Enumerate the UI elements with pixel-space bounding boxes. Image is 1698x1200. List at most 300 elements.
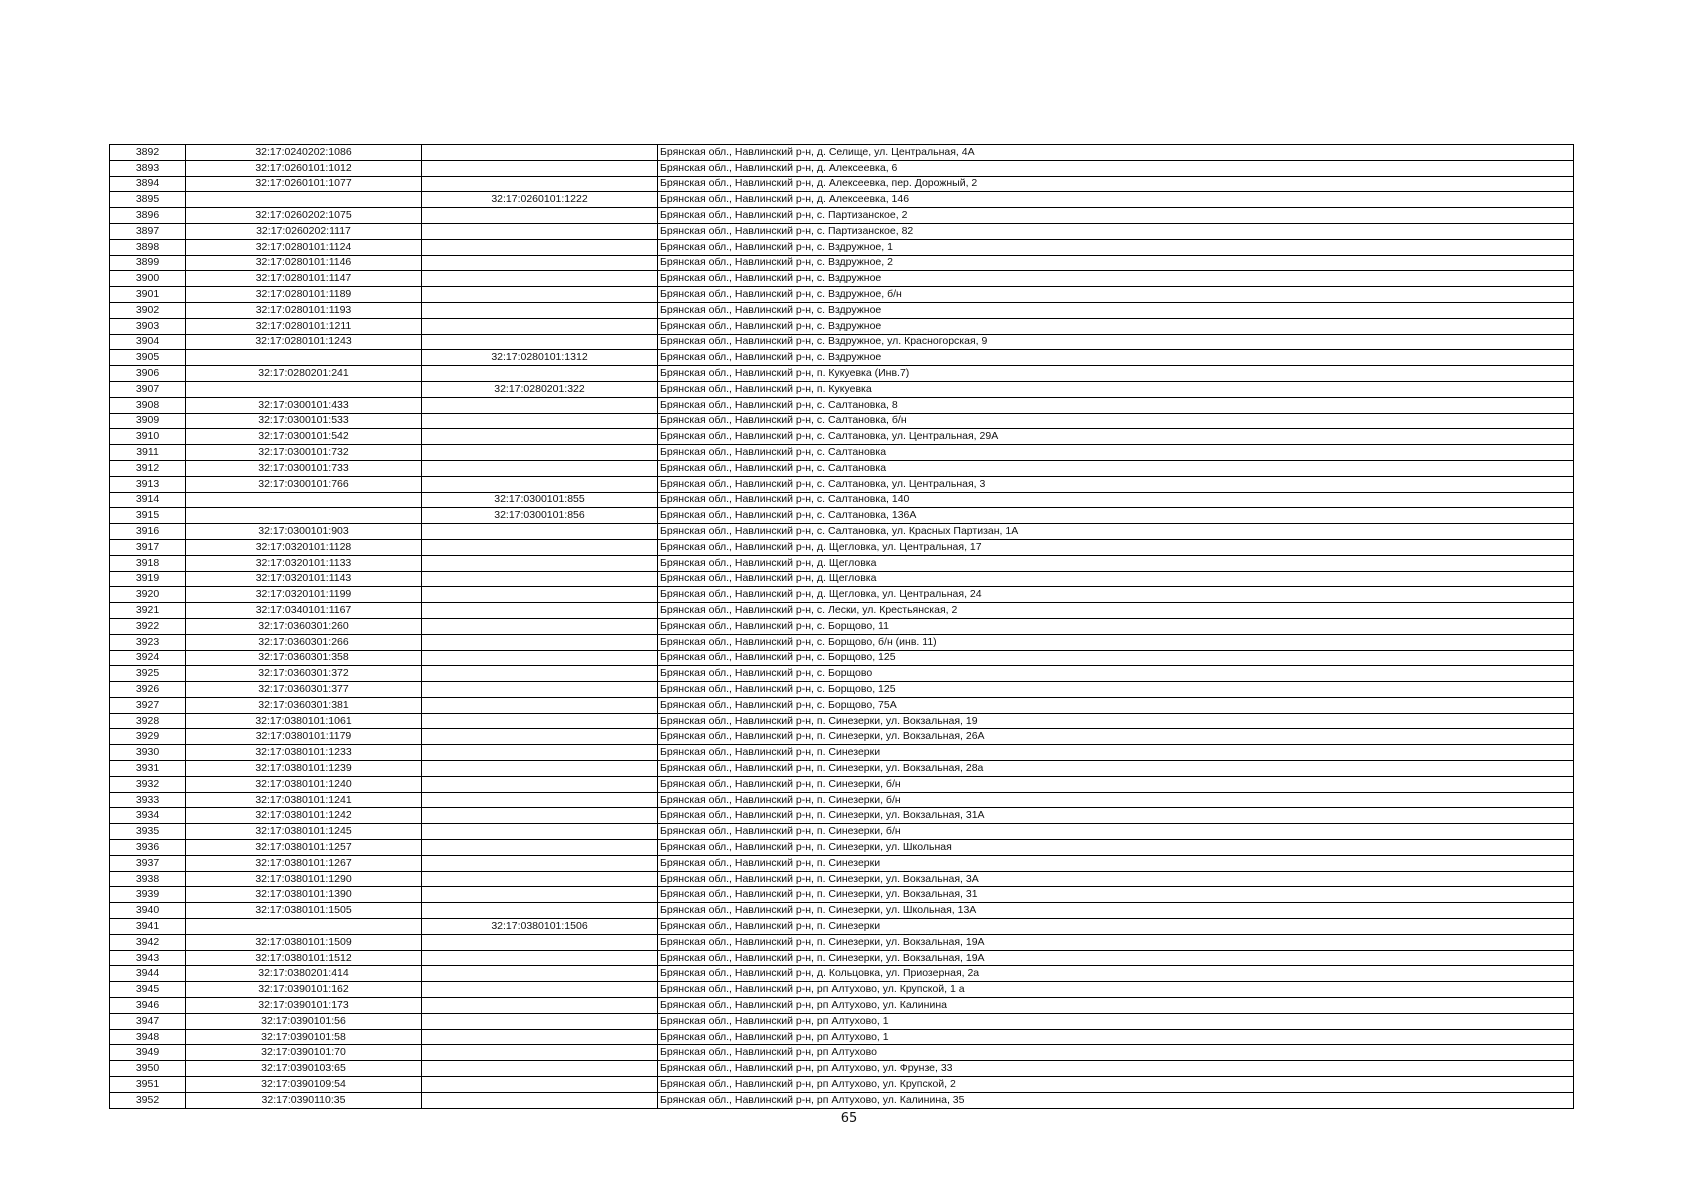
address-cell: Брянская обл., Навлинский р-н, с. Вздружное, 1 (658, 239, 1574, 255)
cadastral-number-cell: 32:17:0390110:35 (186, 1092, 422, 1108)
cadastral-number-cell: 32:17:0260101:1012 (186, 160, 422, 176)
cadastral-number-cell: 32:17:0300101:733 (186, 460, 422, 476)
cadastral-number-cell: 32:17:0320101:1133 (186, 555, 422, 571)
cadastral-number-alt-cell (422, 745, 658, 761)
cadastral-number-alt-cell (422, 160, 658, 176)
table-row (110, 713, 1574, 729)
cadastral-number-alt-cell (422, 397, 658, 413)
cadastral-number-cell: 32:17:0300101:433 (186, 397, 422, 413)
cadastral-number-alt-cell (422, 603, 658, 619)
table-row (110, 682, 1574, 698)
registry-table-body (110, 145, 1574, 1109)
address-cell: Брянская обл., Навлинский р-н, с. Вздружное, б/н (658, 287, 1574, 303)
row-number-cell: 3937 (110, 855, 186, 871)
address-cell: Брянская обл., Навлинский р-н, п. Синезерки, б/н (658, 792, 1574, 808)
cadastral-number-alt-cell (422, 903, 658, 919)
address-cell: Брянская обл., Навлинский р-н, п. Кукуевка (658, 381, 1574, 397)
address-cell: Брянская обл., Навлинский р-н, с. Салтановка, 136А (658, 508, 1574, 524)
row-number-cell: 3940 (110, 903, 186, 919)
address-cell: Брянская обл., Навлинский р-н, с. Салтановка, ул. Красных Партизан, 1А (658, 524, 1574, 540)
row-number-cell: 3912 (110, 460, 186, 476)
table-row (110, 1045, 1574, 1061)
cadastral-number-cell: 32:17:0280101:1189 (186, 287, 422, 303)
cadastral-number-alt-cell (422, 966, 658, 982)
address-cell: Брянская обл., Навлинский р-н, с. Борщово, 11 (658, 618, 1574, 634)
cadastral-number-alt-cell (422, 145, 658, 161)
row-number-cell: 3922 (110, 618, 186, 634)
table-row (110, 745, 1574, 761)
cadastral-number-cell: 32:17:0380101:1179 (186, 729, 422, 745)
cadastral-number-cell: 32:17:0360301:260 (186, 618, 422, 634)
property-registry-table (109, 144, 1574, 1109)
cadastral-number-alt-cell (422, 666, 658, 682)
table-row (110, 539, 1574, 555)
table-row (110, 445, 1574, 461)
cadastral-number-cell (186, 508, 422, 524)
table-row (110, 571, 1574, 587)
table-row (110, 302, 1574, 318)
address-cell: Брянская обл., Навлинский р-н, д. Щегловка (658, 571, 1574, 587)
table-row (110, 1061, 1574, 1077)
cadastral-number-cell: 32:17:0280101:1146 (186, 255, 422, 271)
address-cell: Брянская обл., Навлинский р-н, п. Синезерки (658, 919, 1574, 935)
table-row (110, 1077, 1574, 1093)
cadastral-number-alt-cell: 32:17:0280101:1312 (422, 350, 658, 366)
cadastral-number-cell: 32:17:0390101:70 (186, 1045, 422, 1061)
row-number-cell: 3897 (110, 223, 186, 239)
cadastral-number-cell: 32:17:0300101:732 (186, 445, 422, 461)
cadastral-number-cell: 32:17:0280101:1147 (186, 271, 422, 287)
address-cell: Брянская обл., Навлинский р-н, рп Алтухово, 1 (658, 1029, 1574, 1045)
row-number-cell: 3945 (110, 982, 186, 998)
cadastral-number-alt-cell (422, 445, 658, 461)
row-number-cell: 3939 (110, 887, 186, 903)
row-number-cell: 3918 (110, 555, 186, 571)
cadastral-number-alt-cell (422, 682, 658, 698)
row-number-cell: 3919 (110, 571, 186, 587)
cadastral-number-cell: 32:17:0300101:542 (186, 429, 422, 445)
row-number-cell: 3947 (110, 1013, 186, 1029)
cadastral-number-alt-cell (422, 950, 658, 966)
cadastral-number-cell: 32:17:0260202:1117 (186, 223, 422, 239)
cadastral-number-cell: 32:17:0280101:1243 (186, 334, 422, 350)
address-cell: Брянская обл., Навлинский р-н, п. Синезерки, ул. Вокзальная, 31 (658, 887, 1574, 903)
table-row (110, 397, 1574, 413)
table-row (110, 840, 1574, 856)
address-cell: Брянская обл., Навлинский р-н, п. Синезерки, ул. Школьная (658, 840, 1574, 856)
table-row (110, 761, 1574, 777)
row-number-cell: 3911 (110, 445, 186, 461)
cadastral-number-cell: 32:17:0320101:1128 (186, 539, 422, 555)
row-number-cell: 3943 (110, 950, 186, 966)
cadastral-number-alt-cell (422, 1045, 658, 1061)
cadastral-number-cell: 32:17:0380101:1245 (186, 824, 422, 840)
address-cell: Брянская обл., Навлинский р-н, п. Синезерки, ул. Школьная, 13А (658, 903, 1574, 919)
row-number-cell: 3934 (110, 808, 186, 824)
cadastral-number-cell: 32:17:0260101:1077 (186, 176, 422, 192)
row-number-cell: 3946 (110, 998, 186, 1014)
cadastral-number-alt-cell (422, 287, 658, 303)
row-number-cell: 3901 (110, 287, 186, 303)
cadastral-number-cell: 32:17:0280201:241 (186, 366, 422, 382)
table-row (110, 555, 1574, 571)
table-row (110, 366, 1574, 382)
cadastral-number-alt-cell (422, 571, 658, 587)
cadastral-number-cell: 32:17:0240202:1086 (186, 145, 422, 161)
cadastral-number-alt-cell: 32:17:0300101:855 (422, 492, 658, 508)
row-number-cell: 3903 (110, 318, 186, 334)
table-row (110, 871, 1574, 887)
address-cell: Брянская обл., Навлинский р-н, п. Синезерки, ул. Вокзальная, 19 (658, 713, 1574, 729)
row-number-cell: 3904 (110, 334, 186, 350)
address-cell: Брянская обл., Навлинский р-н, с. Салтановка, 8 (658, 397, 1574, 413)
address-cell: Брянская обл., Навлинский р-н, д. Селище, ул. Центральная, 4А (658, 145, 1574, 161)
address-cell: Брянская обл., Навлинский р-н, с. Партизанское, 2 (658, 208, 1574, 224)
address-cell: Брянская обл., Навлинский р-н, с. Борщово, 75А (658, 697, 1574, 713)
row-number-cell: 3932 (110, 776, 186, 792)
cadastral-number-alt-cell (422, 792, 658, 808)
row-number-cell: 3926 (110, 682, 186, 698)
table-row (110, 697, 1574, 713)
row-number-cell: 3930 (110, 745, 186, 761)
cadastral-number-cell: 32:17:0380101:1257 (186, 840, 422, 856)
address-cell: Брянская обл., Навлинский р-н, п. Синезерки, б/н (658, 776, 1574, 792)
table-row (110, 950, 1574, 966)
cadastral-number-alt-cell (422, 1061, 658, 1077)
table-row (110, 934, 1574, 950)
address-cell: Брянская обл., Навлинский р-н, с. Борщово, 125 (658, 650, 1574, 666)
cadastral-number-alt-cell (422, 255, 658, 271)
row-number-cell: 3951 (110, 1077, 186, 1093)
row-number-cell: 3894 (110, 176, 186, 192)
table-row (110, 492, 1574, 508)
table-row (110, 776, 1574, 792)
cadastral-number-cell: 32:17:0360301:372 (186, 666, 422, 682)
cadastral-number-alt-cell (422, 650, 658, 666)
cadastral-number-cell (186, 381, 422, 397)
address-cell: Брянская обл., Навлинский р-н, с. Салтановка, 140 (658, 492, 1574, 508)
row-number-cell: 3948 (110, 1029, 186, 1045)
cadastral-number-alt-cell (422, 555, 658, 571)
cadastral-number-alt-cell (422, 713, 658, 729)
cadastral-number-cell: 32:17:0380101:1240 (186, 776, 422, 792)
cadastral-number-alt-cell (422, 776, 658, 792)
address-cell: Брянская обл., Навлинский р-н, рп Алтухово, 1 (658, 1013, 1574, 1029)
cadastral-number-cell: 32:17:0380201:414 (186, 966, 422, 982)
cadastral-number-cell: 32:17:0320101:1199 (186, 587, 422, 603)
cadastral-number-alt-cell (422, 460, 658, 476)
table-row (110, 381, 1574, 397)
row-number-cell: 3906 (110, 366, 186, 382)
row-number-cell: 3931 (110, 761, 186, 777)
address-cell: Брянская обл., Навлинский р-н, рп Алтухово, ул. Фрунзе, 33 (658, 1061, 1574, 1077)
cadastral-number-cell: 32:17:0380101:1505 (186, 903, 422, 919)
cadastral-number-alt-cell (422, 413, 658, 429)
cadastral-number-alt-cell: 32:17:0300101:856 (422, 508, 658, 524)
cadastral-number-cell: 32:17:0380101:1509 (186, 934, 422, 950)
address-cell: Брянская обл., Навлинский р-н, п. Синезерки, ул. Вокзальная, 19А (658, 934, 1574, 950)
cadastral-number-alt-cell (422, 302, 658, 318)
cadastral-number-alt-cell (422, 697, 658, 713)
table-row (110, 1029, 1574, 1045)
cadastral-number-cell: 32:17:0390103:65 (186, 1061, 422, 1077)
table-row (110, 1013, 1574, 1029)
row-number-cell: 3936 (110, 840, 186, 856)
table-row (110, 666, 1574, 682)
address-cell: Брянская обл., Навлинский р-н, с. Салтановка, ул. Центральная, 29А (658, 429, 1574, 445)
table-row (110, 966, 1574, 982)
cadastral-number-alt-cell (422, 729, 658, 745)
row-number-cell: 3949 (110, 1045, 186, 1061)
cadastral-number-alt-cell (422, 618, 658, 634)
address-cell: Брянская обл., Навлинский р-н, д. Кольцовка, ул. Приозерная, 2а (658, 966, 1574, 982)
row-number-cell: 3892 (110, 145, 186, 161)
cadastral-number-alt-cell (422, 1029, 658, 1045)
row-number-cell: 3935 (110, 824, 186, 840)
table-row (110, 887, 1574, 903)
address-cell: Брянская обл., Навлинский р-н, с. Вздружное (658, 271, 1574, 287)
table-row (110, 982, 1574, 998)
cadastral-number-alt-cell (422, 761, 658, 777)
cadastral-number-cell: 32:17:0390101:173 (186, 998, 422, 1014)
address-cell: Брянская обл., Навлинский р-н, п. Синезерки, ул. Вокзальная, 3А (658, 871, 1574, 887)
address-cell: Брянская обл., Навлинский р-н, с. Борщово (658, 666, 1574, 682)
cadastral-number-cell: 32:17:0280101:1193 (186, 302, 422, 318)
cadastral-number-cell: 32:17:0390109:54 (186, 1077, 422, 1093)
row-number-cell: 3944 (110, 966, 186, 982)
row-number-cell: 3913 (110, 476, 186, 492)
cadastral-number-alt-cell (422, 539, 658, 555)
table-row (110, 618, 1574, 634)
address-cell: Брянская обл., Навлинский р-н, д. Щегловка, ул. Центральная, 24 (658, 587, 1574, 603)
row-number-cell: 3909 (110, 413, 186, 429)
row-number-cell: 3916 (110, 524, 186, 540)
table-row (110, 792, 1574, 808)
address-cell: Брянская обл., Навлинский р-н, с. Партизанское, 82 (658, 223, 1574, 239)
table-row (110, 855, 1574, 871)
cadastral-number-cell: 32:17:0390101:162 (186, 982, 422, 998)
address-cell: Брянская обл., Навлинский р-н, с. Борщово, 125 (658, 682, 1574, 698)
cadastral-number-alt-cell (422, 1013, 658, 1029)
cadastral-number-cell (186, 919, 422, 935)
address-cell: Брянская обл., Навлинский р-н, п. Синезерки, ул. Вокзальная, 28а (658, 761, 1574, 777)
table-row (110, 255, 1574, 271)
address-cell: Брянская обл., Навлинский р-н, рп Алтухово (658, 1045, 1574, 1061)
table-row (110, 903, 1574, 919)
row-number-cell: 3917 (110, 539, 186, 555)
cadastral-number-cell: 32:17:0320101:1143 (186, 571, 422, 587)
cadastral-number-cell: 32:17:0300101:533 (186, 413, 422, 429)
table-row (110, 824, 1574, 840)
cadastral-number-alt-cell (422, 934, 658, 950)
cadastral-number-alt-cell (422, 634, 658, 650)
row-number-cell: 3895 (110, 192, 186, 208)
cadastral-number-alt-cell (422, 998, 658, 1014)
row-number-cell: 3950 (110, 1061, 186, 1077)
cadastral-number-alt-cell (422, 1077, 658, 1093)
table-row (110, 508, 1574, 524)
row-number-cell: 3907 (110, 381, 186, 397)
cadastral-number-alt-cell (422, 824, 658, 840)
table-row (110, 1092, 1574, 1108)
cadastral-number-alt-cell (422, 840, 658, 856)
row-number-cell: 3924 (110, 650, 186, 666)
cadastral-number-alt-cell: 32:17:0280201:322 (422, 381, 658, 397)
address-cell: Брянская обл., Навлинский р-н, п. Синезерки, ул. Вокзальная, 26А (658, 729, 1574, 745)
table-row (110, 176, 1574, 192)
address-cell: Брянская обл., Навлинский р-н, рп Алтухово, ул. Калинина, 35 (658, 1092, 1574, 1108)
row-number-cell: 3914 (110, 492, 186, 508)
row-number-cell: 3920 (110, 587, 186, 603)
cadastral-number-alt-cell (422, 271, 658, 287)
table-row (110, 650, 1574, 666)
cadastral-number-cell: 32:17:0360301:266 (186, 634, 422, 650)
table-row (110, 524, 1574, 540)
cadastral-number-alt-cell (422, 208, 658, 224)
cadastral-number-alt-cell (422, 871, 658, 887)
cadastral-number-cell: 32:17:0300101:766 (186, 476, 422, 492)
table-row (110, 429, 1574, 445)
address-cell: Брянская обл., Навлинский р-н, с. Лески, ул. Крестьянская, 2 (658, 603, 1574, 619)
row-number-cell: 3942 (110, 934, 186, 950)
row-number-cell: 3938 (110, 871, 186, 887)
table-row (110, 271, 1574, 287)
table-row (110, 208, 1574, 224)
table-row (110, 239, 1574, 255)
address-cell: Брянская обл., Навлинский р-н, с. Вздружное, 2 (658, 255, 1574, 271)
table-row (110, 476, 1574, 492)
cadastral-number-cell: 32:17:0300101:903 (186, 524, 422, 540)
row-number-cell: 3893 (110, 160, 186, 176)
cadastral-number-cell: 32:17:0260202:1075 (186, 208, 422, 224)
address-cell: Брянская обл., Навлинский р-н, с. Салтановка, б/н (658, 413, 1574, 429)
cadastral-number-cell: 32:17:0360301:358 (186, 650, 422, 666)
cadastral-number-alt-cell (422, 808, 658, 824)
cadastral-number-cell: 32:17:0390101:56 (186, 1013, 422, 1029)
cadastral-number-cell: 32:17:0380101:1061 (186, 713, 422, 729)
cadastral-number-cell: 32:17:0380101:1267 (186, 855, 422, 871)
row-number-cell: 3900 (110, 271, 186, 287)
row-number-cell: 3933 (110, 792, 186, 808)
cadastral-number-cell: 32:17:0380101:1290 (186, 871, 422, 887)
cadastral-number-cell (186, 192, 422, 208)
cadastral-number-cell: 32:17:0360301:377 (186, 682, 422, 698)
table-row (110, 287, 1574, 303)
table-row (110, 145, 1574, 161)
cadastral-number-cell: 32:17:0380101:1512 (186, 950, 422, 966)
cadastral-number-alt-cell (422, 1092, 658, 1108)
row-number-cell: 3905 (110, 350, 186, 366)
cadastral-number-alt-cell: 32:17:0260101:1222 (422, 192, 658, 208)
cadastral-number-cell: 32:17:0380101:1241 (186, 792, 422, 808)
row-number-cell: 3928 (110, 713, 186, 729)
cadastral-number-alt-cell (422, 855, 658, 871)
address-cell: Брянская обл., Навлинский р-н, д. Алексеевка, 146 (658, 192, 1574, 208)
table-row (110, 413, 1574, 429)
row-number-cell: 3902 (110, 302, 186, 318)
cadastral-number-alt-cell (422, 587, 658, 603)
row-number-cell: 3921 (110, 603, 186, 619)
address-cell: Брянская обл., Навлинский р-н, д. Щегловка, ул. Центральная, 17 (658, 539, 1574, 555)
table-row (110, 808, 1574, 824)
address-cell: Брянская обл., Навлинский р-н, с. Салтановка (658, 460, 1574, 476)
table-row (110, 603, 1574, 619)
table-row (110, 334, 1574, 350)
address-cell: Брянская обл., Навлинский р-н, д. Алексеевка, 6 (658, 160, 1574, 176)
address-cell: Брянская обл., Навлинский р-н, д. Щегловка (658, 555, 1574, 571)
address-cell: Брянская обл., Навлинский р-н, п. Синезерки, ул. Вокзальная, 19А (658, 950, 1574, 966)
cadastral-number-alt-cell (422, 334, 658, 350)
address-cell: Брянская обл., Навлинский р-н, рп Алтухово, ул. Крупской, 2 (658, 1077, 1574, 1093)
cadastral-number-alt-cell (422, 176, 658, 192)
address-cell: Брянская обл., Навлинский р-н, с. Салтановка (658, 445, 1574, 461)
table-row (110, 919, 1574, 935)
table-row (110, 318, 1574, 334)
address-cell: Брянская обл., Навлинский р-н, п. Синезерки, ул. Вокзальная, 31А (658, 808, 1574, 824)
cadastral-number-cell: 32:17:0380101:1233 (186, 745, 422, 761)
address-cell: Брянская обл., Навлинский р-н, рп Алтухово, ул. Крупской, 1 а (658, 982, 1574, 998)
row-number-cell: 3896 (110, 208, 186, 224)
row-number-cell: 3910 (110, 429, 186, 445)
cadastral-number-alt-cell (422, 982, 658, 998)
cadastral-number-cell: 32:17:0360301:381 (186, 697, 422, 713)
cadastral-number-alt-cell (422, 223, 658, 239)
cadastral-number-cell (186, 492, 422, 508)
cadastral-number-alt-cell (422, 239, 658, 255)
row-number-cell: 3941 (110, 919, 186, 935)
cadastral-number-alt-cell (422, 476, 658, 492)
address-cell: Брянская обл., Навлинский р-н, с. Вздружное (658, 302, 1574, 318)
cadastral-number-cell: 32:17:0380101:1242 (186, 808, 422, 824)
address-cell: Брянская обл., Навлинский р-н, с. Вздружное (658, 318, 1574, 334)
address-cell: Брянская обл., Навлинский р-н, с. Салтановка, ул. Центральная, 3 (658, 476, 1574, 492)
table-row (110, 160, 1574, 176)
row-number-cell: 3898 (110, 239, 186, 255)
cadastral-number-cell: 32:17:0340101:1167 (186, 603, 422, 619)
cadastral-number-alt-cell (422, 366, 658, 382)
cadastral-number-cell: 32:17:0380101:1239 (186, 761, 422, 777)
table-row (110, 350, 1574, 366)
address-cell: Брянская обл., Навлинский р-н, рп Алтухово, ул. Калинина (658, 998, 1574, 1014)
cadastral-number-alt-cell (422, 887, 658, 903)
cadastral-number-cell (186, 350, 422, 366)
address-cell: Брянская обл., Навлинский р-н, п. Кукуевка (Инв.7) (658, 366, 1574, 382)
address-cell: Брянская обл., Навлинский р-н, п. Синезерки (658, 855, 1574, 871)
address-cell: Брянская обл., Навлинский р-н, д. Алексеевка, пер. Дорожный, 2 (658, 176, 1574, 192)
row-number-cell: 3899 (110, 255, 186, 271)
table-row (110, 634, 1574, 650)
cadastral-number-cell: 32:17:0280101:1124 (186, 239, 422, 255)
table-row (110, 192, 1574, 208)
address-cell: Брянская обл., Навлинский р-н, п. Синезерки, б/н (658, 824, 1574, 840)
table-row (110, 587, 1574, 603)
table-row (110, 223, 1574, 239)
cadastral-number-alt-cell (422, 318, 658, 334)
cadastral-number-alt-cell (422, 429, 658, 445)
address-cell: Брянская обл., Навлинский р-н, с. Вздружное, ул. Красногорская, 9 (658, 334, 1574, 350)
cadastral-number-cell: 32:17:0390101:58 (186, 1029, 422, 1045)
row-number-cell: 3925 (110, 666, 186, 682)
table-row (110, 998, 1574, 1014)
row-number-cell: 3927 (110, 697, 186, 713)
address-cell: Брянская обл., Навлинский р-н, п. Синезерки (658, 745, 1574, 761)
row-number-cell: 3923 (110, 634, 186, 650)
cadastral-number-cell: 32:17:0380101:1390 (186, 887, 422, 903)
address-cell: Брянская обл., Навлинский р-н, с. Борщово, б/н (инв. 11) (658, 634, 1574, 650)
address-cell: Брянская обл., Навлинский р-н, с. Вздружное (658, 350, 1574, 366)
row-number-cell: 3908 (110, 397, 186, 413)
table-row (110, 460, 1574, 476)
